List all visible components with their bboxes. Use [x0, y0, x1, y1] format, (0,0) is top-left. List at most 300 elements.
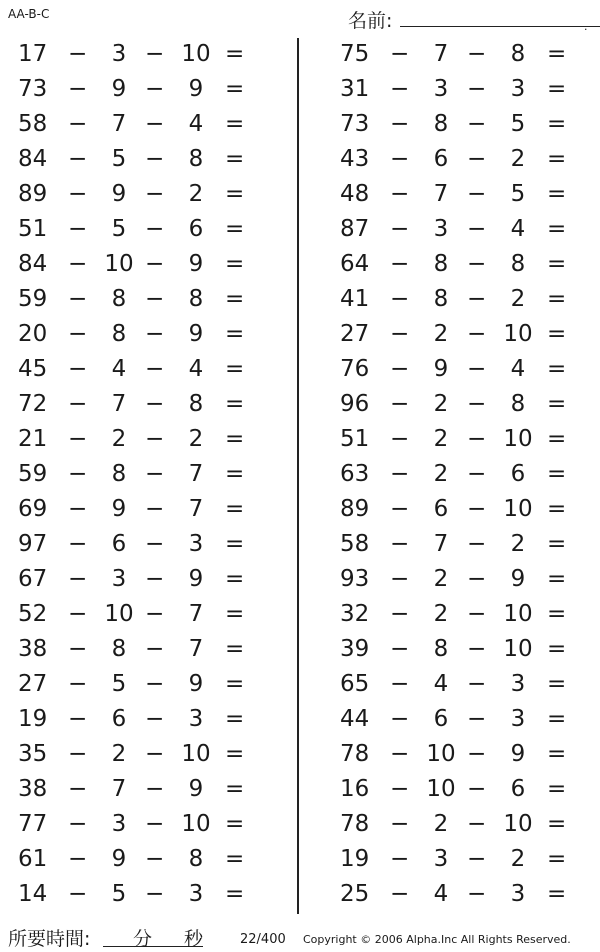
- subtrahend-2: 8: [188, 846, 204, 872]
- minus-sign: −: [145, 531, 165, 557]
- minuend: 87: [340, 216, 370, 242]
- minus-sign: −: [467, 181, 487, 207]
- minus-sign: −: [390, 776, 410, 802]
- name-underline: [400, 26, 600, 27]
- minuend: 21: [18, 426, 48, 452]
- minus-sign: −: [68, 321, 88, 347]
- equals-sign: =: [547, 111, 567, 137]
- minus-sign: −: [390, 671, 410, 697]
- equals-sign: =: [225, 76, 245, 102]
- subtrahend-2: 9: [188, 321, 204, 347]
- subtrahend-1: 2: [433, 566, 449, 592]
- minuend: 76: [340, 356, 370, 382]
- subtrahend-1: 8: [111, 636, 127, 662]
- subtrahend-1: 7: [433, 181, 449, 207]
- minus-sign: −: [390, 741, 410, 767]
- minus-sign: −: [390, 531, 410, 557]
- minus-sign: −: [390, 601, 410, 627]
- subtrahend-1: 10: [104, 251, 134, 277]
- problem-row: [8, 213, 278, 248]
- problem-row: [8, 493, 278, 528]
- minus-sign: −: [467, 566, 487, 592]
- problem-row: [330, 738, 600, 773]
- minus-sign: −: [68, 531, 88, 557]
- subtrahend-1: 3: [433, 76, 449, 102]
- minus-sign: −: [145, 251, 165, 277]
- minus-sign: −: [68, 251, 88, 277]
- minuend: 89: [340, 496, 370, 522]
- minus-sign: −: [68, 671, 88, 697]
- equals-sign: =: [225, 881, 245, 907]
- minus-sign: −: [467, 776, 487, 802]
- minus-sign: −: [145, 181, 165, 207]
- minuend: 96: [340, 391, 370, 417]
- minus-sign: −: [467, 76, 487, 102]
- subtrahend-2: 10: [181, 41, 211, 67]
- minus-sign: −: [68, 286, 88, 312]
- subtrahend-2: 5: [510, 111, 526, 137]
- subtrahend-2: 6: [510, 461, 526, 487]
- subtrahend-2: 10: [503, 496, 533, 522]
- equals-sign: =: [547, 601, 567, 627]
- equals-sign: =: [547, 251, 567, 277]
- equals-sign: =: [547, 181, 567, 207]
- minus-sign: −: [467, 111, 487, 137]
- equals-sign: =: [547, 76, 567, 102]
- minus-sign: −: [467, 881, 487, 907]
- subtrahend-2: 9: [188, 566, 204, 592]
- subtrahend-1: 8: [433, 251, 449, 277]
- minus-sign: −: [390, 566, 410, 592]
- equals-sign: =: [225, 531, 245, 557]
- minus-sign: −: [68, 181, 88, 207]
- subtrahend-1: 2: [111, 741, 127, 767]
- minuend: 43: [340, 146, 370, 172]
- subtrahend-2: 3: [188, 531, 204, 557]
- minus-sign: −: [145, 566, 165, 592]
- minuend: 14: [18, 881, 48, 907]
- minus-sign: −: [467, 391, 487, 417]
- problem-row: [8, 703, 278, 738]
- minus-sign: −: [467, 741, 487, 767]
- problem-row: [330, 213, 600, 248]
- minus-sign: −: [390, 321, 410, 347]
- problem-row: [330, 668, 600, 703]
- minuend: 59: [18, 461, 48, 487]
- problem-row: [330, 843, 600, 878]
- minus-sign: −: [145, 111, 165, 137]
- subtrahend-2: 8: [188, 286, 204, 312]
- minuend: 44: [340, 706, 370, 732]
- equals-sign: =: [225, 391, 245, 417]
- time-label: 所要時間:: [8, 928, 91, 950]
- subtrahend-2: 9: [188, 76, 204, 102]
- equals-sign: =: [547, 426, 567, 452]
- minus-sign: −: [467, 146, 487, 172]
- problem-row: [8, 773, 278, 808]
- subtrahend-2: 3: [188, 706, 204, 732]
- minuend: 69: [18, 496, 48, 522]
- subtrahend-1: 3: [111, 811, 127, 837]
- minus-sign: −: [68, 41, 88, 67]
- equals-sign: =: [225, 811, 245, 837]
- minuend: 84: [18, 251, 48, 277]
- minus-sign: −: [68, 426, 88, 452]
- equals-sign: =: [225, 41, 245, 67]
- subtrahend-1: 8: [111, 321, 127, 347]
- problem-row: [8, 668, 278, 703]
- minus-sign: −: [68, 566, 88, 592]
- problem-row: [8, 318, 278, 353]
- problem-row: [8, 808, 278, 843]
- problem-row: [330, 353, 600, 388]
- subtrahend-1: 3: [433, 216, 449, 242]
- right-problem-column: [330, 38, 600, 914]
- equals-sign: =: [547, 461, 567, 487]
- subtrahend-2: 4: [510, 356, 526, 382]
- copyright: Copyright © 2006 Alpha.Inc All Rights Reserved.: [303, 933, 571, 946]
- subtrahend-1: 6: [433, 706, 449, 732]
- minuend: 75: [340, 41, 370, 67]
- minus-sign: −: [390, 426, 410, 452]
- minuend: 89: [18, 181, 48, 207]
- minuend: 61: [18, 846, 48, 872]
- minus-sign: −: [145, 636, 165, 662]
- subtrahend-2: 2: [510, 846, 526, 872]
- minus-sign: −: [145, 706, 165, 732]
- problem-row: [330, 633, 600, 668]
- equals-sign: =: [225, 776, 245, 802]
- minuend: 27: [18, 671, 48, 697]
- minus-sign: −: [145, 391, 165, 417]
- problem-row: [330, 143, 600, 178]
- subtrahend-1: 10: [426, 741, 456, 767]
- minus-sign: −: [467, 251, 487, 277]
- minuend: 73: [18, 76, 48, 102]
- minus-sign: −: [467, 426, 487, 452]
- problem-row: [330, 808, 600, 843]
- subtrahend-2: 8: [510, 251, 526, 277]
- subtrahend-2: 9: [510, 741, 526, 767]
- equals-sign: =: [547, 706, 567, 732]
- minus-sign: −: [68, 76, 88, 102]
- subtrahend-2: 3: [188, 881, 204, 907]
- minuend: 78: [340, 741, 370, 767]
- minus-sign: −: [68, 776, 88, 802]
- equals-sign: =: [225, 671, 245, 697]
- subtrahend-1: 3: [111, 566, 127, 592]
- problem-row: [8, 143, 278, 178]
- minus-sign: −: [390, 41, 410, 67]
- minus-sign: −: [145, 776, 165, 802]
- subtrahend-1: 2: [433, 811, 449, 837]
- minus-sign: −: [467, 461, 487, 487]
- minus-sign: −: [68, 356, 88, 382]
- problem-row: [8, 283, 278, 318]
- problem-row: [8, 353, 278, 388]
- subtrahend-1: 5: [111, 671, 127, 697]
- minuend: 31: [340, 76, 370, 102]
- subtrahend-1: 5: [111, 881, 127, 907]
- minus-sign: −: [68, 461, 88, 487]
- equals-sign: =: [225, 846, 245, 872]
- subtrahend-1: 10: [104, 601, 134, 627]
- problem-row: [8, 388, 278, 423]
- equals-sign: =: [547, 671, 567, 697]
- minus-sign: −: [390, 76, 410, 102]
- minus-sign: −: [145, 601, 165, 627]
- minuend: 65: [340, 671, 370, 697]
- minuend: 45: [18, 356, 48, 382]
- problem-row: [8, 458, 278, 493]
- problem-row: [330, 38, 600, 73]
- minutes-label: 分: [133, 928, 153, 950]
- problem-row: [330, 528, 600, 563]
- subtrahend-1: 7: [433, 531, 449, 557]
- minus-sign: −: [145, 321, 165, 347]
- problem-row: [330, 73, 600, 108]
- subtrahend-2: 8: [188, 391, 204, 417]
- problem-row: [8, 178, 278, 213]
- problem-row: [330, 108, 600, 143]
- subtrahend-2: 2: [510, 146, 526, 172]
- subtrahend-2: 10: [503, 321, 533, 347]
- equals-sign: =: [225, 111, 245, 137]
- subtrahend-2: 9: [188, 251, 204, 277]
- minus-sign: −: [390, 496, 410, 522]
- worksheet-code: AA-B-C: [8, 7, 50, 21]
- minus-sign: −: [145, 76, 165, 102]
- subtrahend-1: 2: [433, 601, 449, 627]
- left-problem-column: [8, 38, 278, 914]
- problem-row: [330, 878, 600, 913]
- minuend: 84: [18, 146, 48, 172]
- equals-sign: =: [547, 636, 567, 662]
- equals-sign: =: [547, 146, 567, 172]
- minus-sign: −: [68, 811, 88, 837]
- column-divider: [297, 38, 299, 914]
- subtrahend-2: 4: [188, 356, 204, 382]
- minuend: 78: [340, 811, 370, 837]
- subtrahend-2: 7: [188, 461, 204, 487]
- minus-sign: −: [145, 671, 165, 697]
- subtrahend-2: 3: [510, 706, 526, 732]
- problem-row: [330, 458, 600, 493]
- minus-sign: −: [68, 636, 88, 662]
- minus-sign: −: [68, 601, 88, 627]
- minuend: 64: [340, 251, 370, 277]
- minus-sign: −: [145, 811, 165, 837]
- equals-sign: =: [225, 216, 245, 242]
- problem-row: [330, 703, 600, 738]
- minus-sign: −: [145, 426, 165, 452]
- subtrahend-2: 7: [188, 601, 204, 627]
- problem-row: [8, 73, 278, 108]
- equals-sign: =: [547, 741, 567, 767]
- minus-sign: −: [390, 181, 410, 207]
- minus-sign: −: [145, 356, 165, 382]
- minuend: 58: [18, 111, 48, 137]
- minuend: 16: [340, 776, 370, 802]
- minus-sign: −: [145, 496, 165, 522]
- problem-row: [330, 773, 600, 808]
- minus-sign: −: [145, 846, 165, 872]
- minuend: 77: [18, 811, 48, 837]
- problem-row: [8, 598, 278, 633]
- minuend: 20: [18, 321, 48, 347]
- subtrahend-1: 2: [433, 461, 449, 487]
- minus-sign: −: [467, 811, 487, 837]
- minus-sign: −: [145, 286, 165, 312]
- minus-sign: −: [68, 846, 88, 872]
- subtrahend-1: 7: [111, 776, 127, 802]
- minuend: 93: [340, 566, 370, 592]
- subtrahend-2: 3: [510, 76, 526, 102]
- equals-sign: =: [547, 846, 567, 872]
- subtrahend-1: 9: [433, 356, 449, 382]
- minuend: 58: [340, 531, 370, 557]
- minuend: 63: [340, 461, 370, 487]
- problem-row: [330, 178, 600, 213]
- minus-sign: −: [68, 111, 88, 137]
- subtrahend-2: 8: [510, 391, 526, 417]
- subtrahend-1: 8: [433, 636, 449, 662]
- minus-sign: −: [145, 216, 165, 242]
- problem-row: [8, 248, 278, 283]
- problem-row: [330, 388, 600, 423]
- subtrahend-1: 3: [433, 846, 449, 872]
- subtrahend-1: 5: [111, 216, 127, 242]
- minuend: 59: [18, 286, 48, 312]
- problem-row: [330, 283, 600, 318]
- page-number: 22/400: [240, 932, 286, 947]
- seconds-label: 秒: [184, 928, 204, 950]
- subtrahend-1: 8: [111, 286, 127, 312]
- subtrahend-1: 8: [433, 111, 449, 137]
- subtrahend-2: 4: [510, 216, 526, 242]
- subtrahend-2: 3: [510, 881, 526, 907]
- minuend: 51: [18, 216, 48, 242]
- subtrahend-1: 4: [433, 671, 449, 697]
- problem-row: [8, 563, 278, 598]
- minus-sign: −: [467, 531, 487, 557]
- subtrahend-1: 8: [433, 286, 449, 312]
- minuend: 19: [18, 706, 48, 732]
- subtrahend-2: 10: [503, 601, 533, 627]
- subtrahend-1: 6: [433, 146, 449, 172]
- subtrahend-2: 10: [181, 741, 211, 767]
- name-label: 名前:: [348, 10, 393, 32]
- equals-sign: =: [547, 566, 567, 592]
- equals-sign: =: [547, 776, 567, 802]
- subtrahend-1: 6: [111, 706, 127, 732]
- minuend: 17: [18, 41, 48, 67]
- equals-sign: =: [225, 321, 245, 347]
- minus-sign: −: [68, 146, 88, 172]
- minus-sign: −: [467, 216, 487, 242]
- minuend: 97: [18, 531, 48, 557]
- minus-sign: −: [68, 391, 88, 417]
- subtrahend-2: 2: [188, 181, 204, 207]
- minuend: 48: [340, 181, 370, 207]
- minus-sign: −: [68, 496, 88, 522]
- equals-sign: =: [547, 286, 567, 312]
- equals-sign: =: [225, 636, 245, 662]
- equals-sign: =: [225, 461, 245, 487]
- equals-sign: =: [225, 181, 245, 207]
- subtrahend-1: 7: [433, 41, 449, 67]
- minus-sign: −: [390, 636, 410, 662]
- subtrahend-2: 8: [510, 41, 526, 67]
- minuend: 41: [340, 286, 370, 312]
- subtrahend-2: 7: [188, 496, 204, 522]
- minus-sign: −: [145, 881, 165, 907]
- subtrahend-1: 2: [433, 321, 449, 347]
- subtrahend-2: 8: [188, 146, 204, 172]
- minus-sign: −: [390, 356, 410, 382]
- minus-sign: −: [467, 286, 487, 312]
- equals-sign: =: [547, 41, 567, 67]
- subtrahend-1: 4: [111, 356, 127, 382]
- minuend: 25: [340, 881, 370, 907]
- minus-sign: −: [467, 496, 487, 522]
- minus-sign: −: [390, 811, 410, 837]
- minus-sign: −: [467, 321, 487, 347]
- equals-sign: =: [225, 146, 245, 172]
- subtrahend-2: 6: [510, 776, 526, 802]
- subtrahend-2: 10: [503, 426, 533, 452]
- subtrahend-2: 4: [188, 111, 204, 137]
- minus-sign: −: [467, 706, 487, 732]
- minus-sign: −: [467, 846, 487, 872]
- problem-row: [8, 878, 278, 913]
- minuend: 38: [18, 776, 48, 802]
- subtrahend-2: 2: [510, 286, 526, 312]
- minus-sign: −: [467, 636, 487, 662]
- subtrahend-1: 7: [111, 111, 127, 137]
- subtrahend-1: 2: [111, 426, 127, 452]
- subtrahend-1: 2: [433, 391, 449, 417]
- subtrahend-1: 6: [111, 531, 127, 557]
- subtrahend-1: 8: [111, 461, 127, 487]
- equals-sign: =: [547, 321, 567, 347]
- minuend: 73: [340, 111, 370, 137]
- equals-sign: =: [547, 391, 567, 417]
- minus-sign: −: [390, 146, 410, 172]
- subtrahend-2: 9: [188, 671, 204, 697]
- minuend: 19: [340, 846, 370, 872]
- subtrahend-1: 9: [111, 76, 127, 102]
- equals-sign: =: [547, 881, 567, 907]
- name-dot: .: [584, 20, 588, 33]
- problem-row: [8, 633, 278, 668]
- problem-row: [330, 248, 600, 283]
- equals-sign: =: [225, 741, 245, 767]
- problem-row: [8, 108, 278, 143]
- equals-sign: =: [225, 601, 245, 627]
- minus-sign: −: [68, 216, 88, 242]
- equals-sign: =: [225, 251, 245, 277]
- problem-row: [8, 528, 278, 563]
- problem-row: [8, 423, 278, 458]
- minuend: 39: [340, 636, 370, 662]
- minus-sign: −: [390, 881, 410, 907]
- problem-row: [330, 318, 600, 353]
- subtrahend-1: 9: [111, 181, 127, 207]
- minus-sign: −: [68, 706, 88, 732]
- subtrahend-1: 3: [111, 41, 127, 67]
- subtrahend-1: 9: [111, 496, 127, 522]
